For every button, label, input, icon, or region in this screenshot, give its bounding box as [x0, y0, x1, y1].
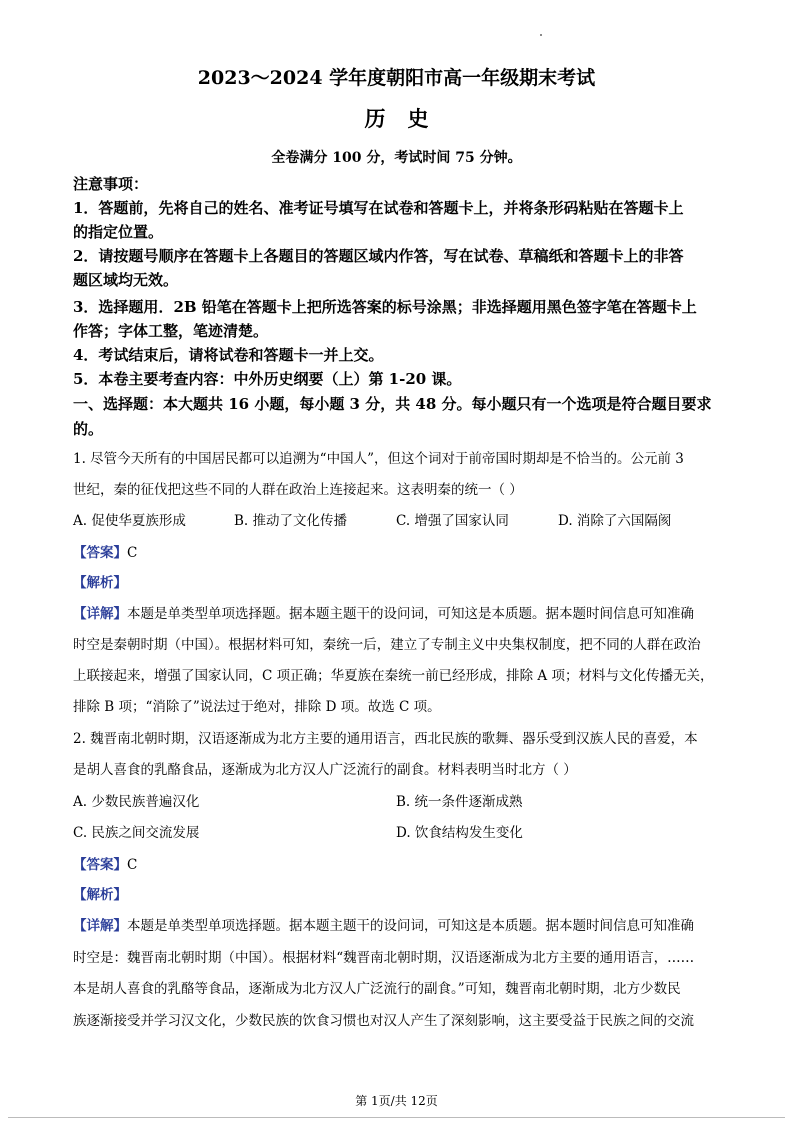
q2-detail-line: 族逐渐接受并学习汉文化，少数民族的饮食习惯也对汉人产生了深刻影响，这主要受益于民族之间的交流	[73, 1013, 694, 1029]
exam-title: 2023～2024 学年度朝阳市高一年级期末考试	[197, 67, 596, 89]
subject-title: 历史	[364, 106, 451, 131]
notice-heading: 注意事项：	[73, 175, 149, 193]
q1-stem: 1. 尽管今天所有的中国居民都可以追溯为“中国人”，但这个词对于前帝国时期却是不恰当的。公元前 3	[73, 451, 684, 467]
notice-line: 作答；字体工整，笔迹清楚。	[73, 322, 269, 340]
q2-stem-cont: 是胡人喜食的乳酪食品，逐渐成为北方汉人广泛流行的副食。材料表明当时北方（ ）	[73, 762, 577, 778]
section-heading-cont: 的。	[73, 420, 104, 438]
notice-line: 的指定位置。	[73, 223, 164, 241]
q2-option-d: D. 饮食结构发生变化	[396, 825, 523, 841]
notice-line: 4．考试结束后，请将试卷和答题卡一并上交。	[73, 346, 384, 364]
q1-detail-line: 时空是秦朝时期（中国）。根据材料可知，秦统一后，建立了专制主义中央集权制度，把不同的人群在政治	[73, 637, 701, 653]
q1-stem-cont: 世纪，秦的征伐把这些不同的人群在政治上连接起来。这表明秦的统一（ ）	[73, 482, 523, 498]
page-number: 第 1页/共 12页	[355, 1094, 438, 1108]
q2-detail-line: 本是胡人喜食的乳酪等食品，逐渐成为北方汉人广泛流行的副食。”可知，魏晋南北朝时期，北方少数民	[73, 981, 681, 997]
notice-line: 题区域均无效。	[73, 271, 179, 289]
bottom-rule	[8, 1117, 785, 1118]
q1-detail	[73, 602, 694, 622]
detail-tag: 【详解】	[73, 606, 127, 622]
notice-line: 5．本卷主要考查内容：中外历史纲要（上）第 1-20 课。	[73, 370, 462, 388]
scan-dot	[540, 34, 542, 36]
q1-answer	[73, 541, 137, 561]
notice-line: 2．请按题号顺序在答题卡上各题目的答题区域内作答，写在试卷、草稿纸和答题卡上的非答	[73, 247, 684, 265]
q1-option-a: A. 促使华夏族形成	[73, 513, 186, 529]
q1-option-b: B. 推动了文化传播	[234, 513, 348, 529]
q2-answer	[73, 853, 137, 873]
answer-tag: 【答案】	[73, 857, 127, 873]
notice-line: 3．选择题用．2B 铅笔在答题卡上把所选答案的标号涂黑；非选择题用黑色签字笔在答题卡上	[73, 298, 697, 316]
answer-tag: 【答案】	[73, 545, 127, 561]
q2-detail-line: 时空是：魏晋南北朝时期（中国）。根据材料“魏晋南北朝时期，汉语逐渐成为北方主要的通用语言，……	[73, 950, 695, 966]
detail-text: 本题是单类型单项选择题。据本题主题干的设问词，可知这是本质题。据本题时间信息可知准确	[127, 918, 694, 934]
q2-analysis-tag: 【解析】	[73, 887, 127, 903]
detail-tag: 【详解】	[73, 918, 127, 934]
q1-detail-line: 上联接起来，增强了国家认同，C 项正确；华夏族在秦统一前已经形成，排除 A 项；材料与文化传播无关，	[73, 668, 714, 684]
exam-info: 全卷满分 100 分，考试时间 75 分钟。	[271, 150, 522, 166]
q2-option-b: B. 统一条件逐渐成熟	[396, 794, 523, 810]
answer-value: C	[127, 857, 138, 873]
q2-option-c: C. 民族之间交流发展	[73, 825, 200, 841]
q2-detail	[73, 914, 694, 934]
section-heading: 一、选择题：本大题共 16 小题，每小题 3 分，共 48 分。每小题只有一个选项是符合题目要求	[73, 395, 712, 413]
q1-detail-line: 排除 B 项；“消除了”说法过于绝对，排除 D 项。故选 C 项。	[73, 699, 441, 715]
q1-option-c: C. 增强了国家认同	[396, 513, 509, 529]
detail-text: 本题是单类型单项选择题。据本题主题干的设问词，可知这是本质题。据本题时间信息可知准确	[127, 606, 694, 622]
answer-value: C	[127, 545, 138, 561]
notice-line: 1．答题前，先将自己的姓名、准考证号填写在试卷和答题卡上，并将条形码粘贴在答题卡上	[73, 199, 684, 217]
q1-analysis-tag: 【解析】	[73, 575, 127, 591]
q2-option-a: A. 少数民族普遍汉化	[73, 794, 200, 810]
q2-stem: 2. 魏晋南北朝时期，汉语逐渐成为北方主要的通用语言，西北民族的歌舞、器乐受到汉族人民的喜爱，本	[73, 731, 698, 747]
q1-option-d: D. 消除了六国隔阂	[558, 513, 672, 529]
